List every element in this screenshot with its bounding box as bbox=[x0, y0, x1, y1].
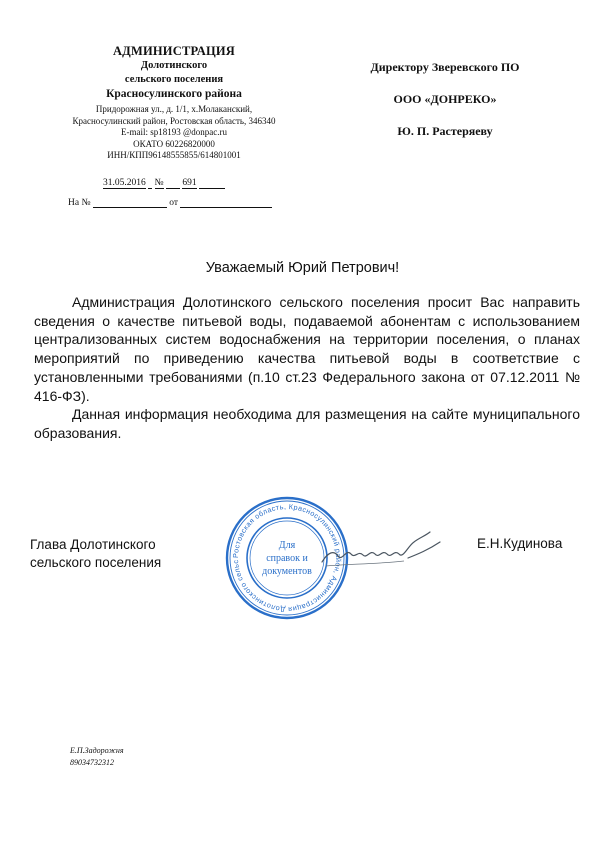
stamp-center-line1: Для bbox=[278, 540, 296, 551]
recipient-line1: Директору Зверевского ПО bbox=[370, 60, 520, 74]
letter-body bbox=[34, 293, 580, 443]
incoming-from-label: от bbox=[169, 198, 179, 208]
sender-email: E-mail: sp18193 @donpac.ru bbox=[120, 127, 228, 137]
stamp-center-line2: справок и bbox=[266, 553, 308, 564]
sender-address2: Красносулинский район, Ростовская область, 346340 bbox=[72, 115, 276, 126]
sender-block bbox=[58, 44, 290, 162]
sender-inn: ИНН/КПП96148555855/614801001 bbox=[107, 150, 241, 160]
recipient-line2: ООО «ДОНРЕКО» bbox=[393, 92, 497, 106]
stamp-center-line3: документов bbox=[262, 566, 312, 577]
signatory-name: Е.Н.Кудинова bbox=[477, 536, 563, 551]
incoming-ref-label: На № bbox=[68, 198, 91, 208]
handwritten-signature bbox=[318, 528, 443, 583]
stamp-outer-text: Ростовская область, Красносулинский район, Администрация Долотинского сельс bbox=[230, 501, 344, 615]
position-line2: сельского поселения bbox=[30, 555, 162, 570]
sender-line2: Долотинского bbox=[140, 60, 208, 71]
signatory-position bbox=[30, 536, 161, 572]
outgoing-number: 691 bbox=[182, 178, 197, 188]
outgoing-registration bbox=[103, 178, 225, 189]
sender-line3: сельского поселения bbox=[124, 74, 224, 85]
body-paragraph-1: Администрация Долотинского сельского поселения просит Вас направить сведения о качестве питьевой воды, подаваемой абонентам с использованием централизованных систем водоснабжения на территории поселения, о планах мероприятий по приведению качества питьевой воды в соответствие с установленными требованиями (п.10 ст.23 Федерального закона от 07.12.2011 № 416-ФЗ). bbox=[34, 294, 580, 404]
signature-icon bbox=[318, 528, 443, 578]
executor-phone: 89034732312 bbox=[70, 758, 114, 767]
greeting: Уважаемый Юрий Петрович! bbox=[205, 260, 400, 276]
sender-address1: Придорожная ул., д. 1/1, х.Молаканский, bbox=[95, 104, 253, 114]
outgoing-date: 31.05.2016 bbox=[103, 178, 146, 188]
sender-title: АДМИНИСТРАЦИЯ bbox=[112, 44, 236, 58]
sender-okato: ОКАТО 60226820000 bbox=[133, 138, 215, 149]
position-line1: Глава Долотинского bbox=[30, 537, 156, 552]
recipient-line3: Ю. П. Растеряеву bbox=[397, 124, 493, 138]
incoming-reference bbox=[68, 196, 272, 208]
recipient-block bbox=[340, 60, 550, 156]
outgoing-number-label: № bbox=[154, 178, 164, 188]
body-paragraph-2: Данная информация необходима для размещения на сайте муниципального образования. bbox=[34, 406, 580, 441]
sender-line4: Красносулинского района bbox=[106, 88, 242, 100]
executor-info bbox=[70, 745, 124, 769]
executor-name: Е.П.Задорожня bbox=[70, 746, 124, 755]
